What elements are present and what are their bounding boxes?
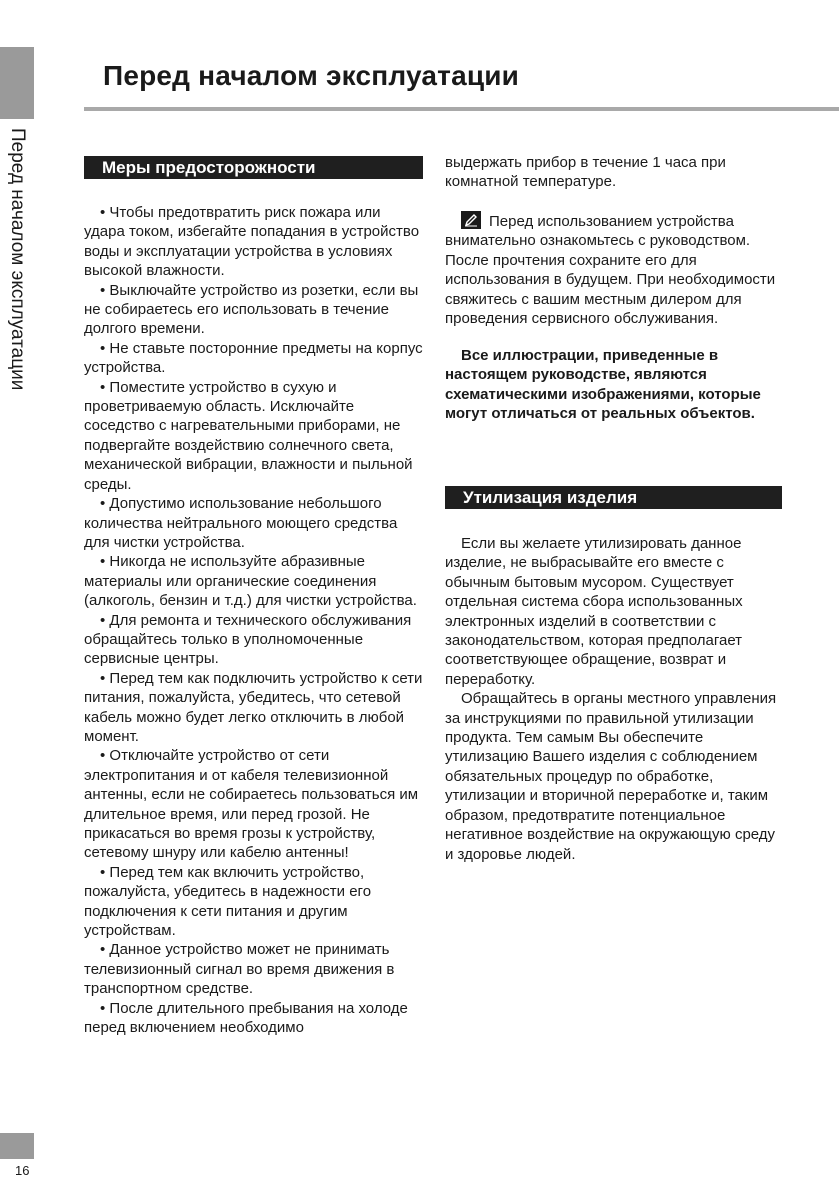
precaution-item: • Выключайте устройство из розетки, если вы не собираетесь его использовать в течение долгого времени. — [84, 281, 419, 338]
precautions-heading: Меры предосторожности — [84, 156, 423, 179]
manual-note — [445, 211, 785, 328]
precaution-continuation-text: выдержать прибор в течение 1 часа при комнатной температуре. — [445, 154, 726, 191]
precaution-item: • Перед тем как подключить устройство к сети питания, пожалуйста, убедитесь, что сетевой кабель можно будет легко отключить в любой момент. — [84, 669, 423, 745]
precaution-item: • Допустимо использование небольшого количества нейтрального моющего средства для чистки устройства. — [84, 495, 398, 551]
side-tab-marker-bottom — [0, 1133, 34, 1159]
precaution-item: • Никогда не используйте абразивные материалы или органические соединения (алкоголь, бензин и т.д.) для чистки устройства. — [84, 553, 417, 610]
precaution-item: • Данное устройство может не принимать телевизионный сигнал во время движения в транспортном средстве. — [84, 941, 395, 998]
precaution-item: • Не ставьте посторонние предметы на корпус устройства. — [84, 339, 423, 377]
precaution-item: • После длительного пребывания на холоде перед включением необходимо — [84, 999, 408, 1037]
precaution-item: • Перед тем как включить устройство, пожалуйста, убедитесь в надежности его подключения к сети питания и другим устройствам. — [84, 863, 372, 940]
page-number: 16 — [15, 1163, 30, 1178]
precautions-column — [84, 203, 424, 1037]
side-section-label: Перед началом эксплуатации — [7, 128, 28, 391]
page-title: Перед началом эксплуатации — [103, 60, 520, 91]
title-divider — [84, 107, 839, 111]
illustrations-note-text: Все иллюстрации, приведенные в настоящем руководстве, являются схематическими изображениями, которые могут отличаться от реальных объектов. — [445, 347, 761, 423]
illustrations-note — [445, 346, 785, 424]
note-pencil-icon — [461, 211, 481, 229]
disposal-paragraph: Обращайтесь в органы местного управления за инструкциями по правильной утилизации продукта. Тем самым Вы обеспечите утилизацию Вашего изделия с соблюдением обязательных процедур по обработке, утилизации и вторичной переработке и, таким образом, предотвратите потенциальное негативное воздействие на окружающую среду и здоровье людей. — [445, 690, 777, 863]
precaution-item: • Для ремонта и технического обслуживания обращайтесь только в уполномоченные сервисные центры. — [84, 611, 412, 668]
disposal-paragraph: Если вы желаете утилизировать данное изделие, не выбрасывайте его вместе с обычным бытовым мусором. Существует отдельная система сбора использованных электронных изделий в соответствии с законодательством, которая предполагает соответствующее обращение, возврат и переработку. — [445, 535, 743, 688]
precautions-continuation — [445, 153, 785, 192]
precaution-item: • Поместите устройство в сухую и проветриваемую область. Исключайте соседство с нагревательными приборами, не подвергайте воздействию солнечного света, механической вибрации, влажности и пыльной среды. — [84, 378, 413, 493]
disposal-heading: Утилизация изделия — [445, 486, 782, 509]
precaution-item: • Отключайте устройство от сети электропитания и от кабеля телевизионной антенны, если не собираетесь пользоваться им длительное время, или перед грозой. Не прикасаться во время грозы к устройству, сетевому шнуру или кабелю антенны! — [84, 747, 419, 862]
side-tab-marker-top — [0, 47, 34, 119]
precaution-item: • Чтобы предотвратить риск пожара или удара током, избегайте попадания в устройство воды и эксплуатации устройства в условиях высокой влажности. — [84, 204, 420, 280]
disposal-column — [445, 534, 785, 864]
note-text: Перед использованием устройства внимательно ознакомьтесь с руководством. После прочтения сохраните его для использования в будущем. При необходимости свяжитесь с вашим местным дилером для проведения сервисного обслуживания. — [445, 213, 776, 328]
